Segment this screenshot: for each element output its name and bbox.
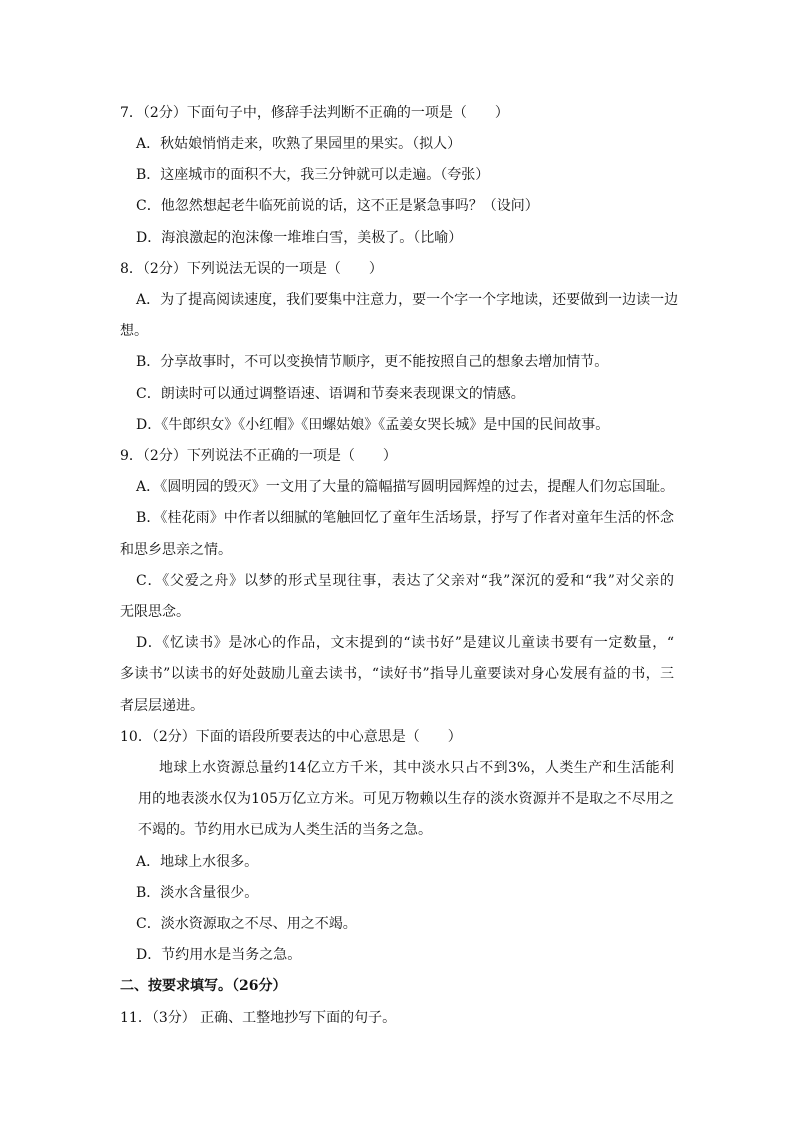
question-7-stem: 7．（2分）下面句子中，修辞手法判断不正确的一项是（ ）	[120, 105, 509, 121]
question-10-passage-line-2: 用的地表淡水仅为105万亿立方米。可见万物赖以生存的淡水资源并不是取之不尽用之	[138, 791, 674, 807]
question-9-option-a: A．《圆明园的毁灭》一文用了大量的篇幅描写圆明园辉煌的过去，提醒人们勿忘国耻。	[136, 479, 674, 495]
question-9-option-b: B．《桂花雨》中作者以细腻的笔触回忆了童年生活场景，抒写了作者对童年生活的怀念	[136, 510, 674, 526]
question-7-option-d: D．海浪激起的泡沫像一堆堆白雪，美极了。（比喻）	[136, 230, 463, 246]
question-9-option-c: C．《父爱之舟》以梦的形式呈现往事，表达了父亲对“我”深沉的爱和“我”对父亲的	[136, 573, 674, 589]
question-8-option-c: C．朗读时可以通过调整语速、语调和节奏来表现课文的情感。	[136, 386, 525, 402]
question-9-option-d-continued: 多读书”以读书的好处鼓励儿童去读书，“读好书”指导儿童要读对身心发展有益的书，三	[120, 666, 674, 682]
question-11-stem: 11．（3分） 正确、工整地抄写下面的句子。	[120, 1010, 397, 1026]
question-8-option-a: A．为了提高阅读速度，我们要集中注意力，要一个字一个字地读，还要做到一边读一边	[136, 292, 679, 308]
question-9-stem: 9．（2分）下列说法不正确的一项是（ ）	[120, 448, 397, 464]
question-8-option-a-continued: 想。	[120, 323, 148, 339]
question-10-stem: 10．（2分）下面的语段所要表达的中心意思是（ ）	[120, 729, 462, 745]
question-8-stem: 8．（2分）下列说法无误的一项是（ ）	[120, 261, 383, 277]
question-8-option-d: D．《牛郎织女》《小红帽》《田螺姑娘》《孟姜女哭长城》是中国的民间故事。	[136, 417, 610, 433]
question-10-option-b: B．淡水含量很少。	[136, 885, 259, 901]
question-7-option-c: C．他忽然想起老牛临死前说的话，这不正是紧急事吗？（设问）	[136, 198, 539, 214]
question-10-option-a: A．地球上水很多。	[136, 854, 259, 870]
question-10-option-c: C．淡水资源取之不尽、用之不竭。	[136, 916, 357, 932]
section-2-heading: 二、按要求填写。（26分）	[120, 978, 287, 994]
question-9-option-d-continued-2: 者层层递进。	[120, 698, 204, 714]
question-9-option-b-continued: 和思乡思亲之情。	[120, 542, 232, 558]
question-7-option-a: A．秋姑娘悄悄走来，吹熟了果园里的果实。（拟人）	[136, 136, 462, 152]
question-9-option-c-continued: 无限思念。	[120, 604, 190, 620]
question-9-option-d: D．《忆读书》是冰心的作品，文末提到的“读书好”是建议儿童读书要有一定数量，“	[136, 635, 674, 651]
question-10-passage-line-3: 不竭的。节约用水已成为人类生活的当务之急。	[138, 822, 432, 838]
question-10-passage-line-1: 地球上水资源总量约14亿立方千米，其中淡水只占不到3%，人类生产和生活能利	[159, 760, 674, 776]
question-8-option-b: B．分享故事时，不可以变换情节顺序，更不能按照自己的想象去增加情节。	[136, 354, 609, 370]
question-10-option-d: D．节约用水是当务之急。	[136, 947, 302, 963]
question-7-option-b: B．这座城市的面积不大，我三分钟就可以走遍。（夸张）	[136, 167, 490, 183]
